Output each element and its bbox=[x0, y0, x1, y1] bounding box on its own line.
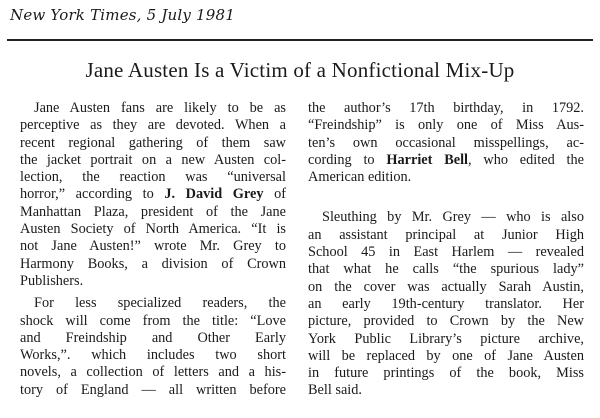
line-text: not Jane Austen!” wrote Mr. Grey to bbox=[20, 238, 286, 255]
line-text: York Public Library’s picture archive, bbox=[308, 330, 584, 347]
line-text: perceptive as they are devoted. When a bbox=[20, 117, 286, 134]
line-text: picture, provided to Crown by the New bbox=[308, 313, 584, 330]
article-line bbox=[20, 364, 286, 381]
article-line bbox=[20, 238, 286, 255]
paragraph-gap bbox=[308, 186, 584, 209]
line-text: on the cover was actually Sarah Austin, bbox=[308, 278, 584, 295]
article-line bbox=[308, 209, 584, 226]
article-line bbox=[20, 169, 286, 186]
line-text: ten’s own occasional misspellings, ac- bbox=[308, 134, 584, 151]
article-line bbox=[308, 348, 584, 365]
article-line bbox=[308, 261, 584, 278]
article-column-left bbox=[20, 100, 286, 399]
line-text: Manhattan Plaza, president of the Jane bbox=[20, 203, 286, 220]
article-line bbox=[308, 135, 584, 152]
line-text: Sleuthing by Mr. Grey — who is also bbox=[322, 209, 584, 226]
header-rule bbox=[7, 39, 593, 41]
article-line bbox=[20, 135, 286, 152]
line-text: School 45 in East Harlem — revealed bbox=[308, 244, 584, 261]
line-text: lection, the reaction was “universal bbox=[20, 169, 286, 186]
line-text: in future printings of the book, Miss bbox=[308, 365, 584, 382]
line-text: an assistant principal at Junior High bbox=[308, 226, 584, 243]
line-text: horror,” according to bbox=[20, 186, 165, 203]
line-text: Bell said. bbox=[308, 382, 363, 399]
bold-name: Harriet Bell bbox=[386, 151, 469, 168]
article-line bbox=[308, 382, 584, 399]
source-citation: New York Times, 5 July 1981 bbox=[10, 6, 236, 24]
article-line bbox=[308, 313, 584, 330]
article-line bbox=[20, 382, 286, 399]
line-text: Harmony Books, a division of Crown bbox=[20, 255, 286, 272]
line-text: will be replaced by one of Jane Austen bbox=[308, 347, 584, 364]
article-line bbox=[308, 169, 584, 186]
line-text: an early 19th-century translator. Her bbox=[308, 295, 584, 312]
line-text-after: of bbox=[263, 186, 286, 203]
article-line bbox=[20, 152, 286, 169]
article-line bbox=[20, 313, 286, 330]
article-line bbox=[308, 152, 584, 169]
article-line bbox=[308, 100, 584, 117]
line-text-after: , who edited the bbox=[468, 151, 584, 168]
article-line bbox=[308, 296, 584, 313]
article-line bbox=[20, 256, 286, 273]
article-line bbox=[20, 295, 286, 312]
line-text: Works,”. which includes two short bbox=[20, 347, 286, 364]
article-line bbox=[20, 204, 286, 221]
article-line bbox=[308, 279, 584, 296]
line-text: For less specialized readers, the bbox=[34, 295, 286, 312]
article-line bbox=[308, 117, 584, 134]
article-line bbox=[20, 186, 286, 203]
line-text: Publishers. bbox=[20, 272, 84, 289]
bold-name: J. David Grey bbox=[164, 186, 264, 203]
line-text: Jane Austen fans are likely to be as bbox=[34, 100, 286, 116]
article-line bbox=[20, 330, 286, 347]
line-text: recent regional gathering of them saw bbox=[20, 134, 286, 151]
article-line bbox=[20, 100, 286, 117]
article-line bbox=[20, 117, 286, 134]
line-text: cording to bbox=[308, 151, 387, 168]
line-text: Austen Society of North America. “It is bbox=[20, 221, 286, 238]
headline: Jane Austen Is a Victim of a Nonfictional Mix-Up bbox=[85, 58, 515, 82]
article-line bbox=[308, 365, 584, 382]
article-line bbox=[308, 244, 584, 261]
article-line bbox=[20, 273, 286, 290]
line-text: that what he calls “the spurious lady” bbox=[308, 261, 584, 278]
article-line bbox=[308, 331, 584, 348]
line-text: “Freindship” is only one of Miss Aus- bbox=[308, 117, 584, 134]
line-text: American edition. bbox=[308, 169, 412, 186]
line-text: tory of England — all written before bbox=[20, 381, 286, 398]
article-line bbox=[20, 347, 286, 364]
line-text: novels, a collection of letters and a his- bbox=[20, 364, 286, 381]
article-line bbox=[308, 227, 584, 244]
line-text: the author’s 17th birthday, in 1792. bbox=[308, 100, 584, 116]
line-text: shock will come from the title: “Love bbox=[20, 312, 286, 329]
line-text: and Freindship and Other Early bbox=[20, 329, 286, 346]
article-column-right bbox=[308, 100, 584, 400]
line-text: the jacket portrait on a new Austen col- bbox=[20, 151, 286, 168]
article-line bbox=[20, 221, 286, 238]
